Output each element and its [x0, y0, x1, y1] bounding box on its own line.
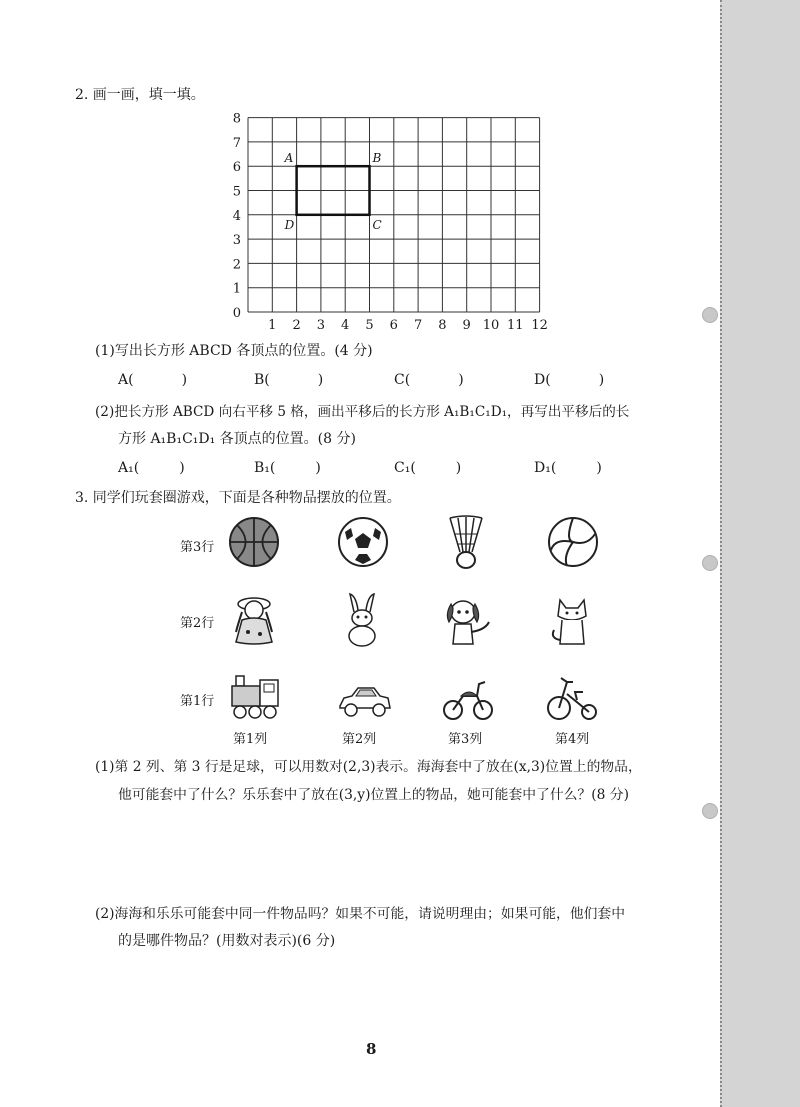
- x-axis-tick-label: 8: [438, 318, 447, 333]
- x-axis-tick-label: 4: [341, 318, 350, 333]
- doll-icon: [228, 590, 280, 648]
- point-label-b: B: [372, 151, 382, 166]
- binding-hole-mark: [702, 307, 718, 323]
- y-axis-tick-label: 3: [232, 233, 241, 249]
- y-axis-tick-label: 4: [232, 208, 241, 224]
- answer-blank-b[interactable]: B( ): [254, 372, 324, 388]
- binding-hole-mark: [702, 803, 718, 819]
- answer-blank-d[interactable]: D( ): [534, 372, 605, 388]
- q2-part2-prompt-line1: (2)把长方形 ABCD 向右平移 5 格，画出平移后的长方形 A₁B₁C₁D₁，再写出平移后的长: [95, 404, 630, 420]
- question-3-title: 3. 同学们玩套圈游戏，下面是各种物品摆放的位置。: [75, 490, 401, 506]
- x-axis-tick-label: 6: [389, 318, 398, 333]
- x-axis-tick-label: 10: [482, 318, 500, 333]
- question-2-title: 2. 画一画，填一填。: [75, 87, 205, 103]
- row-label-2: 第2行: [180, 616, 215, 631]
- answer-blank-c[interactable]: C( ): [394, 372, 464, 388]
- point-label-a: A: [284, 151, 294, 166]
- motorcycle-icon: [441, 678, 495, 722]
- col-label-1: 第1列: [233, 732, 268, 747]
- col-label-4: 第4列: [555, 732, 590, 747]
- y-axis-tick-label: 0: [232, 306, 241, 321]
- answer-blank-a1[interactable]: A₁( ): [118, 460, 185, 476]
- q2-part2-prompt-line2: 方形 A₁B₁C₁D₁ 各顶点的位置。(8 分): [118, 431, 356, 447]
- x-axis-tick-label: 12: [531, 318, 548, 333]
- q3-part2-prompt-line2: 的是哪件物品？(用数对表示)(6 分): [118, 933, 336, 949]
- x-axis-tick-label: 2: [292, 318, 301, 333]
- x-axis-tick-label: 5: [365, 318, 374, 333]
- x-axis-tick-label: 3: [316, 318, 326, 333]
- soccer-ball-icon: [337, 516, 389, 568]
- y-axis-tick-label: 7: [232, 135, 241, 151]
- q3-part2-prompt-line1: (2)海海和乐乐可能套中同一件物品吗？如果不可能，请说明理由；如果可能，他们套中: [95, 906, 626, 922]
- col-label-3: 第3列: [448, 732, 483, 747]
- x-axis-tick-label: 1: [268, 318, 277, 333]
- page-number: 8: [366, 1040, 377, 1058]
- answer-blank-b1[interactable]: B₁( ): [254, 460, 321, 476]
- q2-part1-prompt: (1)写出长方形 ABCD 各顶点的位置。(4 分): [95, 343, 373, 359]
- rabbit-icon: [340, 592, 384, 648]
- point-label-d: D: [284, 217, 295, 232]
- x-axis-tick-label: 7: [413, 318, 423, 333]
- shuttlecock-icon: [446, 514, 486, 570]
- page-margin-strip: [720, 0, 800, 1107]
- y-axis-tick-label: 8: [232, 111, 241, 127]
- x-axis-tick-label: 11: [507, 318, 524, 333]
- q3-part1-prompt-line2: 他可能套中了什么？乐乐套中了放在(3,y)位置上的物品，她可能套中了什么？(8 分): [118, 787, 629, 803]
- point-label-c: C: [372, 217, 382, 232]
- basketball-icon: [228, 516, 280, 568]
- toy-train-icon: [228, 672, 282, 722]
- y-axis-tick-label: 6: [232, 160, 241, 176]
- answer-blank-d1[interactable]: D₁( ): [534, 460, 602, 476]
- col-label-2: 第2列: [342, 732, 377, 747]
- x-axis-tick-label: 9: [462, 318, 471, 333]
- row-label-3: 第3行: [180, 540, 215, 555]
- puppy-icon: [441, 592, 493, 648]
- y-axis-tick-label: 5: [232, 184, 241, 200]
- row-label-1: 第1行: [180, 694, 215, 709]
- volleyball-icon: [547, 516, 599, 568]
- cat-icon: [548, 592, 598, 648]
- toy-car-icon: [336, 684, 392, 720]
- coordinate-grid: [220, 105, 560, 335]
- q3-part1-prompt-line1: (1)第 2 列、第 3 行是足球，可以用数对(2,3)表示。海海套中了放在(x,3)位置上的物品，: [95, 759, 642, 775]
- tricycle-icon: [545, 674, 601, 722]
- answer-blank-a[interactable]: A( ): [118, 372, 188, 388]
- binding-hole-mark: [702, 555, 718, 571]
- answer-blank-c1[interactable]: C₁( ): [394, 460, 462, 476]
- y-axis-tick-label: 2: [232, 257, 241, 273]
- y-axis-tick-label: 1: [232, 281, 241, 297]
